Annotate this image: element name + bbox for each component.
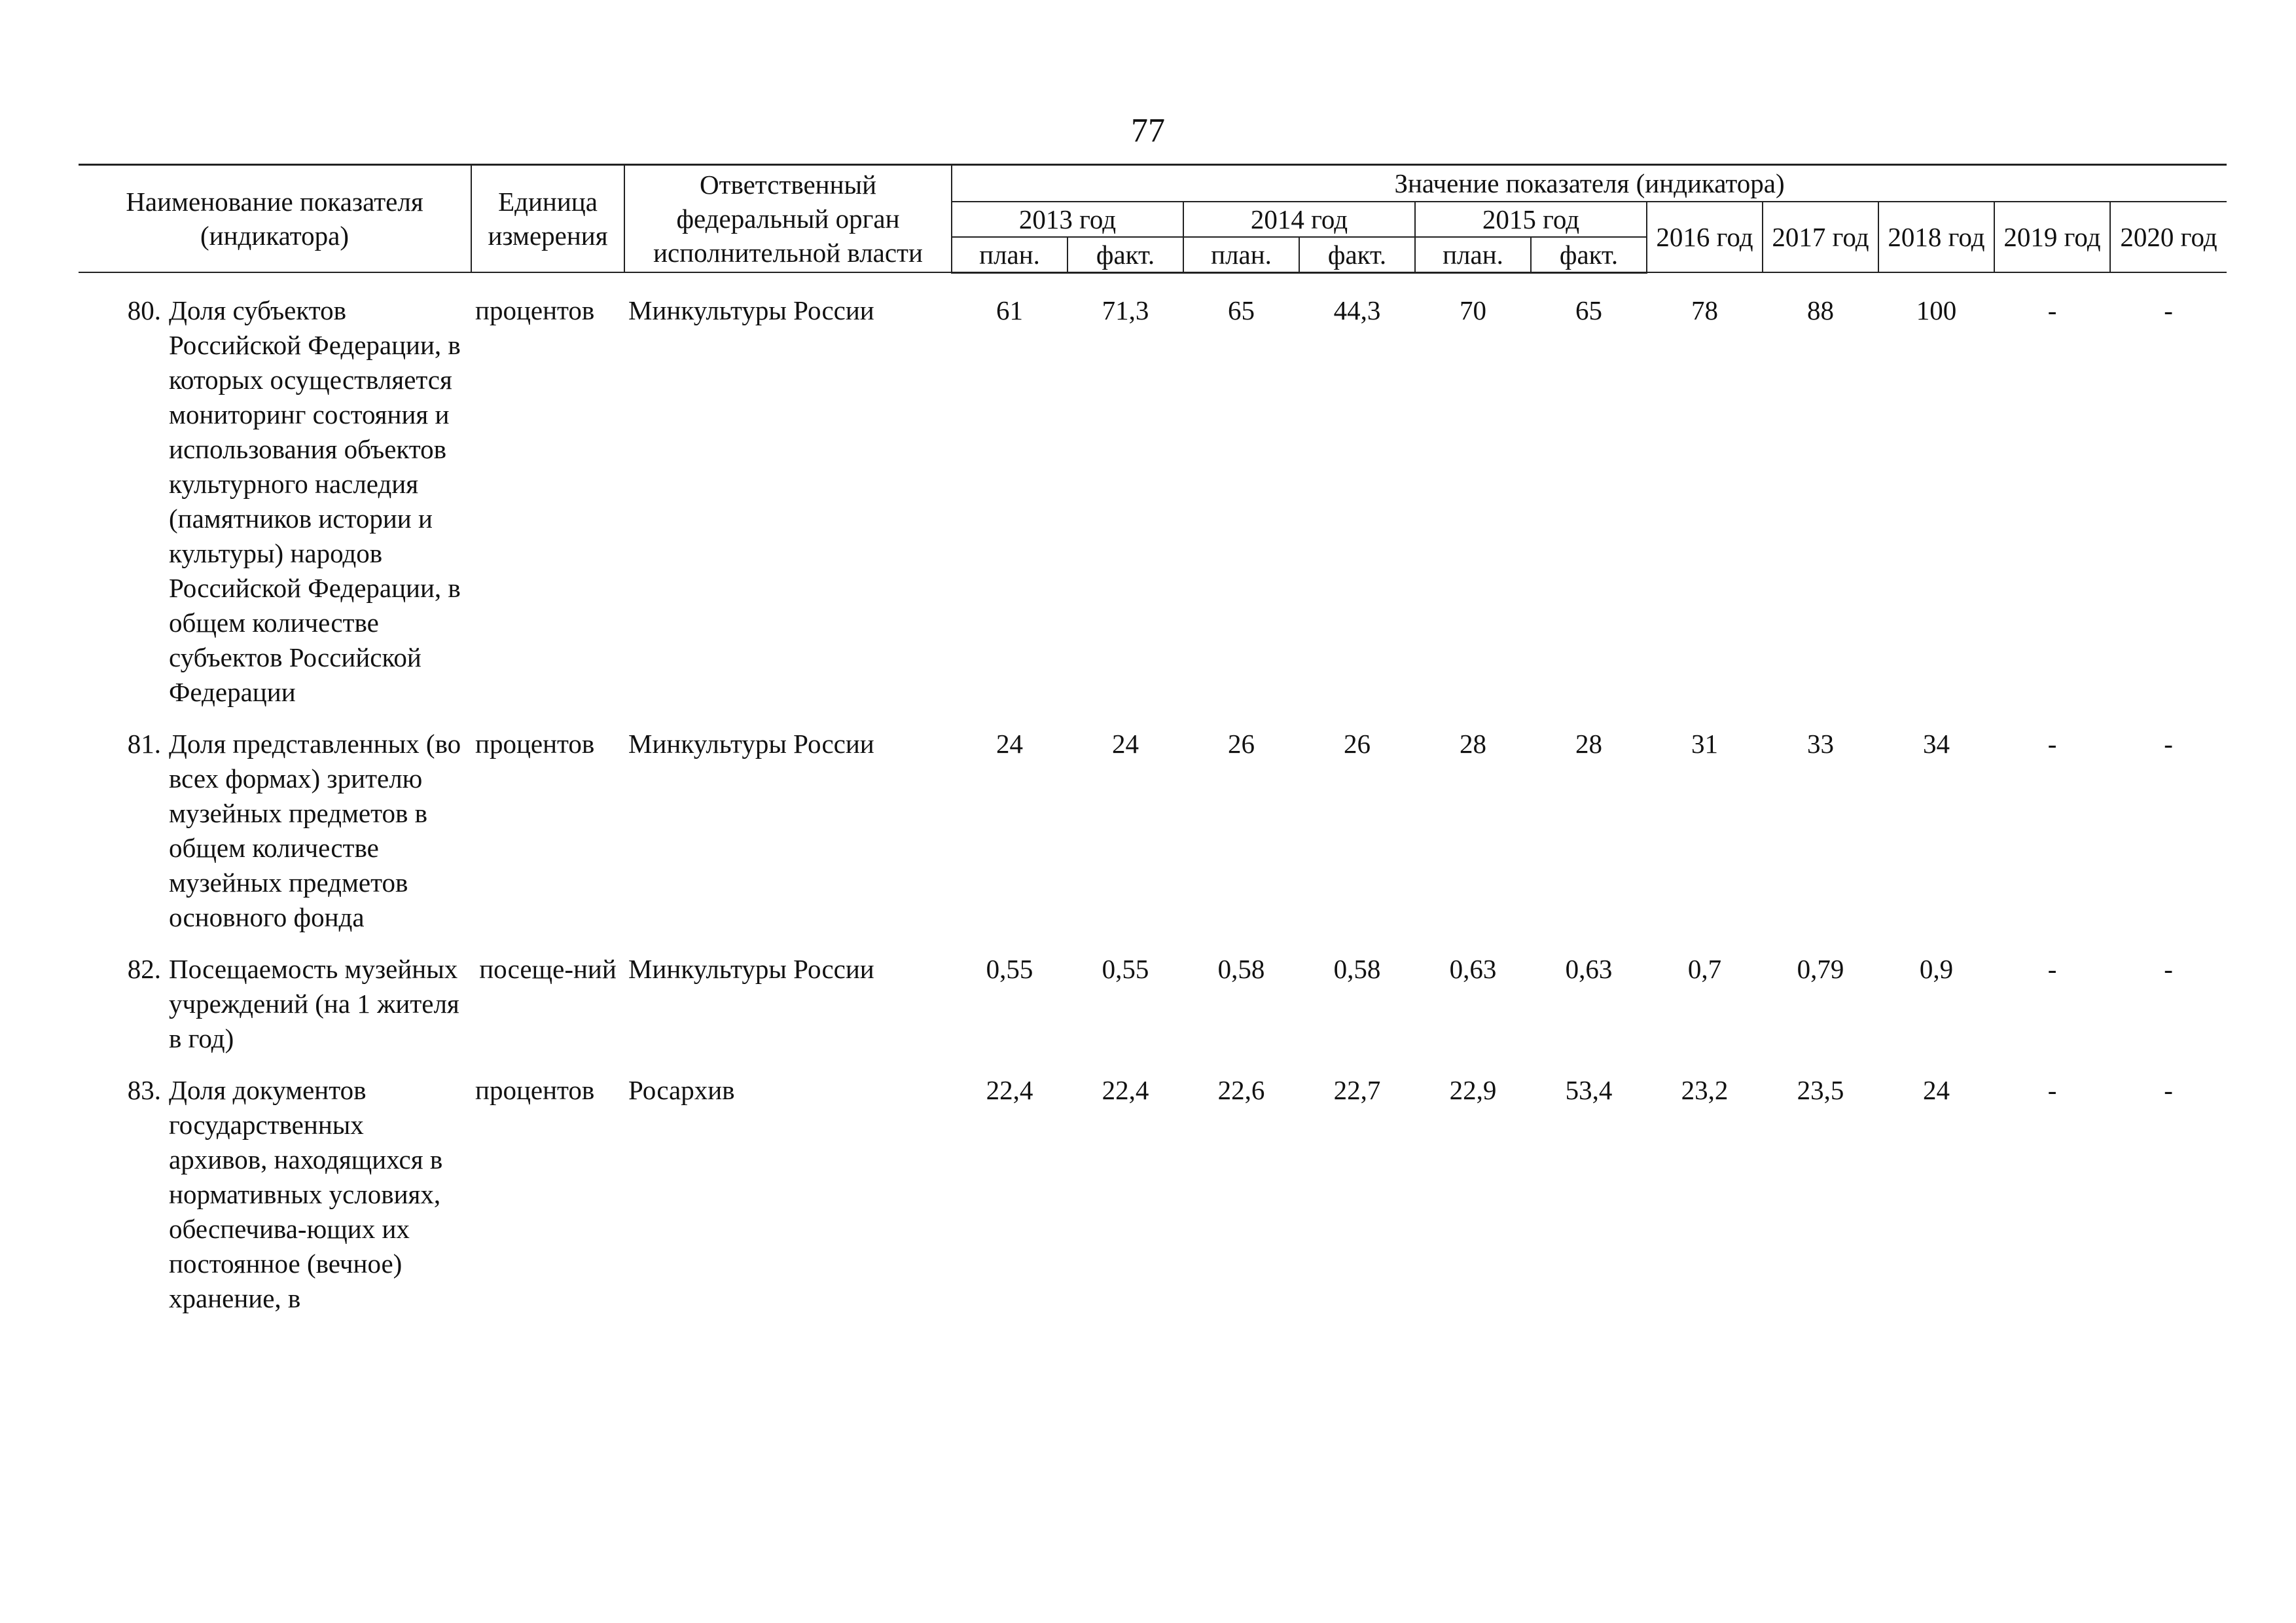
header-year-2017: 2017 год — [1763, 202, 1878, 273]
value-2015-plan: 22,9 — [1449, 1074, 1497, 1105]
header-year-2016: 2016 год — [1647, 202, 1763, 273]
header-2013-plan: план. — [952, 237, 1067, 273]
value-2017: 23,5 — [1797, 1074, 1844, 1105]
responsible-body: Минкультуры России — [628, 953, 874, 984]
value-2016: 78 — [1691, 295, 1719, 325]
value-2017: 0,79 — [1797, 953, 1844, 984]
page-number: 77 — [1131, 112, 1165, 149]
header-2015-fact: факт. — [1531, 237, 1647, 273]
value-2020: - — [2164, 953, 2173, 984]
value-2013-plan: 0,55 — [986, 953, 1033, 984]
row-number: 82. — [127, 953, 161, 984]
value-2017: 33 — [1807, 728, 1835, 759]
header-year-2014: 2014 год — [1183, 202, 1415, 237]
value-2014-plan: 22,6 — [1217, 1074, 1265, 1105]
header-indicator-name: Наименование показателя (индикатора) — [79, 165, 471, 273]
value-2015-plan: 0,63 — [1449, 953, 1497, 984]
value-2013-fact: 71,3 — [1102, 295, 1149, 325]
value-2015-fact: 0,63 — [1565, 953, 1613, 984]
header-year-2013: 2013 год — [952, 202, 1183, 237]
value-2014-fact: 26 — [1344, 728, 1371, 759]
row-number: 83. — [127, 1074, 161, 1105]
value-2019: - — [2047, 1074, 2057, 1105]
indicator-name: Доля документов государственных архивов, находящихся в нормативных условиях, обеспечива-ющих их постоянное (вечное) хранение, в — [169, 1074, 443, 1313]
unit-of-measure: посеще-ний — [479, 953, 617, 984]
value-2019: - — [2047, 295, 2057, 325]
indicator-table — [79, 164, 2227, 1333]
indicator-name: Посещаемость музейных учреждений (на 1 жителя в год) — [169, 953, 459, 1053]
responsible-body: Минкультуры России — [628, 728, 874, 759]
header-responsible-body: Ответственный федеральный орган исполнительной власти — [624, 165, 952, 273]
header-2015-plan: план. — [1415, 237, 1531, 273]
table-row — [79, 293, 2227, 727]
value-2015-fact: 28 — [1575, 728, 1603, 759]
value-2016: 23,2 — [1681, 1074, 1729, 1105]
value-2015-fact: 53,4 — [1565, 1074, 1613, 1105]
header-2014-plan: план. — [1183, 237, 1299, 273]
value-2013-plan: 61 — [996, 295, 1024, 325]
value-2014-plan: 65 — [1228, 295, 1255, 325]
value-2017: 88 — [1807, 295, 1835, 325]
header-year-2020: 2020 год — [2110, 202, 2227, 273]
value-2016: 0,7 — [1687, 953, 1722, 984]
table-row — [79, 727, 2227, 952]
header-year-2015: 2015 год — [1415, 202, 1647, 237]
value-2014-fact: 22,7 — [1333, 1074, 1381, 1105]
row-number: 80. — [127, 295, 161, 325]
value-2020: - — [2164, 1074, 2173, 1105]
value-2014-fact: 44,3 — [1333, 295, 1381, 325]
header-year-2019: 2019 год — [1994, 202, 2110, 273]
value-2019: - — [2047, 953, 2057, 984]
value-2016: 31 — [1691, 728, 1719, 759]
value-2014-plan: 26 — [1228, 728, 1255, 759]
indicator-name: Доля представленных (во всех формах) зрителю музейных предметов в общем количестве музейных предметов основного фонда — [169, 728, 461, 932]
value-2018: 100 — [1916, 295, 1957, 325]
value-2013-fact: 22,4 — [1102, 1074, 1149, 1105]
table-header — [79, 165, 2227, 273]
unit-of-measure: процентов — [475, 1074, 595, 1105]
unit-of-measure: процентов — [475, 728, 595, 759]
indicator-name: Доля субъектов Российской Федерации, в которых осуществляется мониторинг состояния и использования объектов культурного наследия (памятников истории и культуры) народов Российской Федерации, в общем количестве субъектов Российской Федерации — [169, 295, 461, 707]
value-2018: 34 — [1923, 728, 1950, 759]
value-2014-fact: 0,58 — [1333, 953, 1381, 984]
value-2018: 0,9 — [1919, 953, 1954, 984]
value-2013-plan: 22,4 — [986, 1074, 1033, 1105]
table-body — [79, 272, 2227, 1333]
value-2013-plan: 24 — [996, 728, 1024, 759]
header-2014-fact: факт. — [1299, 237, 1415, 273]
responsible-body: Росархив — [628, 1074, 735, 1105]
table-row — [79, 952, 2227, 1073]
value-2019: - — [2047, 728, 2057, 759]
value-2015-fact: 65 — [1575, 295, 1603, 325]
value-2013-fact: 24 — [1112, 728, 1139, 759]
value-2013-fact: 0,55 — [1102, 953, 1149, 984]
header-unit: Единица измерения — [471, 165, 624, 273]
value-2018: 24 — [1923, 1074, 1950, 1105]
responsible-body: Минкультуры России — [628, 295, 874, 325]
unit-of-measure: процентов — [475, 295, 595, 325]
table-row — [79, 1073, 2227, 1333]
header-value-group: Значение показателя (индикатора) — [952, 165, 2227, 202]
header-2013-fact: факт. — [1067, 237, 1183, 273]
value-2020: - — [2164, 728, 2173, 759]
header-year-2018: 2018 год — [1878, 202, 1994, 273]
value-2020: - — [2164, 295, 2173, 325]
row-number: 81. — [127, 728, 161, 759]
value-2015-plan: 70 — [1460, 295, 1487, 325]
value-2014-plan: 0,58 — [1217, 953, 1265, 984]
value-2015-plan: 28 — [1460, 728, 1487, 759]
indicator-table-sheet — [79, 164, 2217, 1333]
